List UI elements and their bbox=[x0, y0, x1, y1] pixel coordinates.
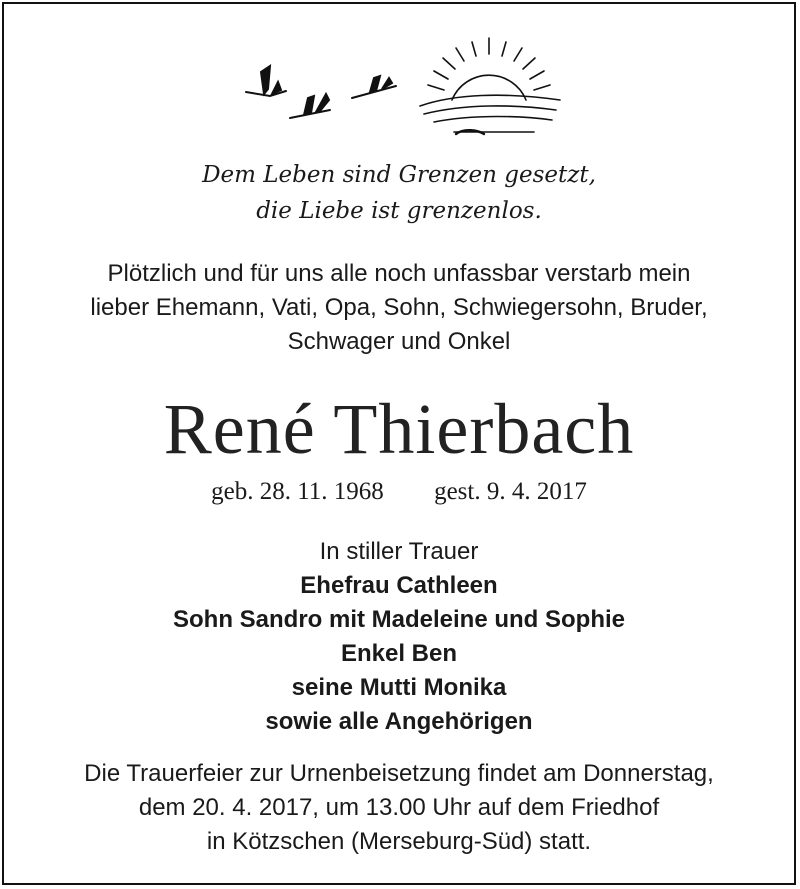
ceremony-line-2: dem 20. 4. 2017, um 13.00 Uhr auf dem Friedhof bbox=[138, 794, 660, 821]
mourner-name: Ehefrau Cathleen bbox=[300, 572, 498, 599]
motto-line-2: die Liebe ist grenzenlos. bbox=[256, 198, 542, 224]
setting-sun-icon bbox=[420, 38, 560, 134]
intro-line-1: Plötzlich und für uns alle noch unfassbar verstarb mein bbox=[107, 260, 691, 287]
mourner-name: seine Mutti Monika bbox=[291, 674, 507, 701]
mourners-heading: In stiller Trauer bbox=[319, 538, 479, 565]
ceremony-line-3: in Kötzschen (Merseburg-Süd) statt. bbox=[206, 828, 592, 855]
ceremony-line-1: Die Trauerfeier zur Urnenbeisetzung findet am Donnerstag, bbox=[84, 760, 714, 787]
deceased-name: René Thierbach bbox=[163, 389, 635, 469]
obituary-frame bbox=[2, 2, 796, 885]
intro-line-2: lieber Ehemann, Vati, Opa, Sohn, Schwiegersohn, Bruder, bbox=[90, 294, 708, 321]
mourner-name: Enkel Ben bbox=[340, 640, 458, 667]
birth-date: geb. 28. 11. 1968 bbox=[211, 478, 384, 505]
death-date: gest. 9. 4. 2017 bbox=[434, 478, 587, 505]
flying-birds-icon bbox=[246, 66, 396, 118]
motto-line-1: Dem Leben sind Grenzen gesetzt, bbox=[202, 162, 596, 188]
mourner-name: sowie alle Angehörigen bbox=[265, 708, 533, 735]
intro-line-3: Schwager und Onkel bbox=[287, 328, 511, 355]
life-dates bbox=[4, 478, 794, 506]
sunset-birds-illustration bbox=[234, 34, 574, 144]
mourner-name: Sohn Sandro mit Madeleine und Sophie bbox=[172, 606, 626, 633]
